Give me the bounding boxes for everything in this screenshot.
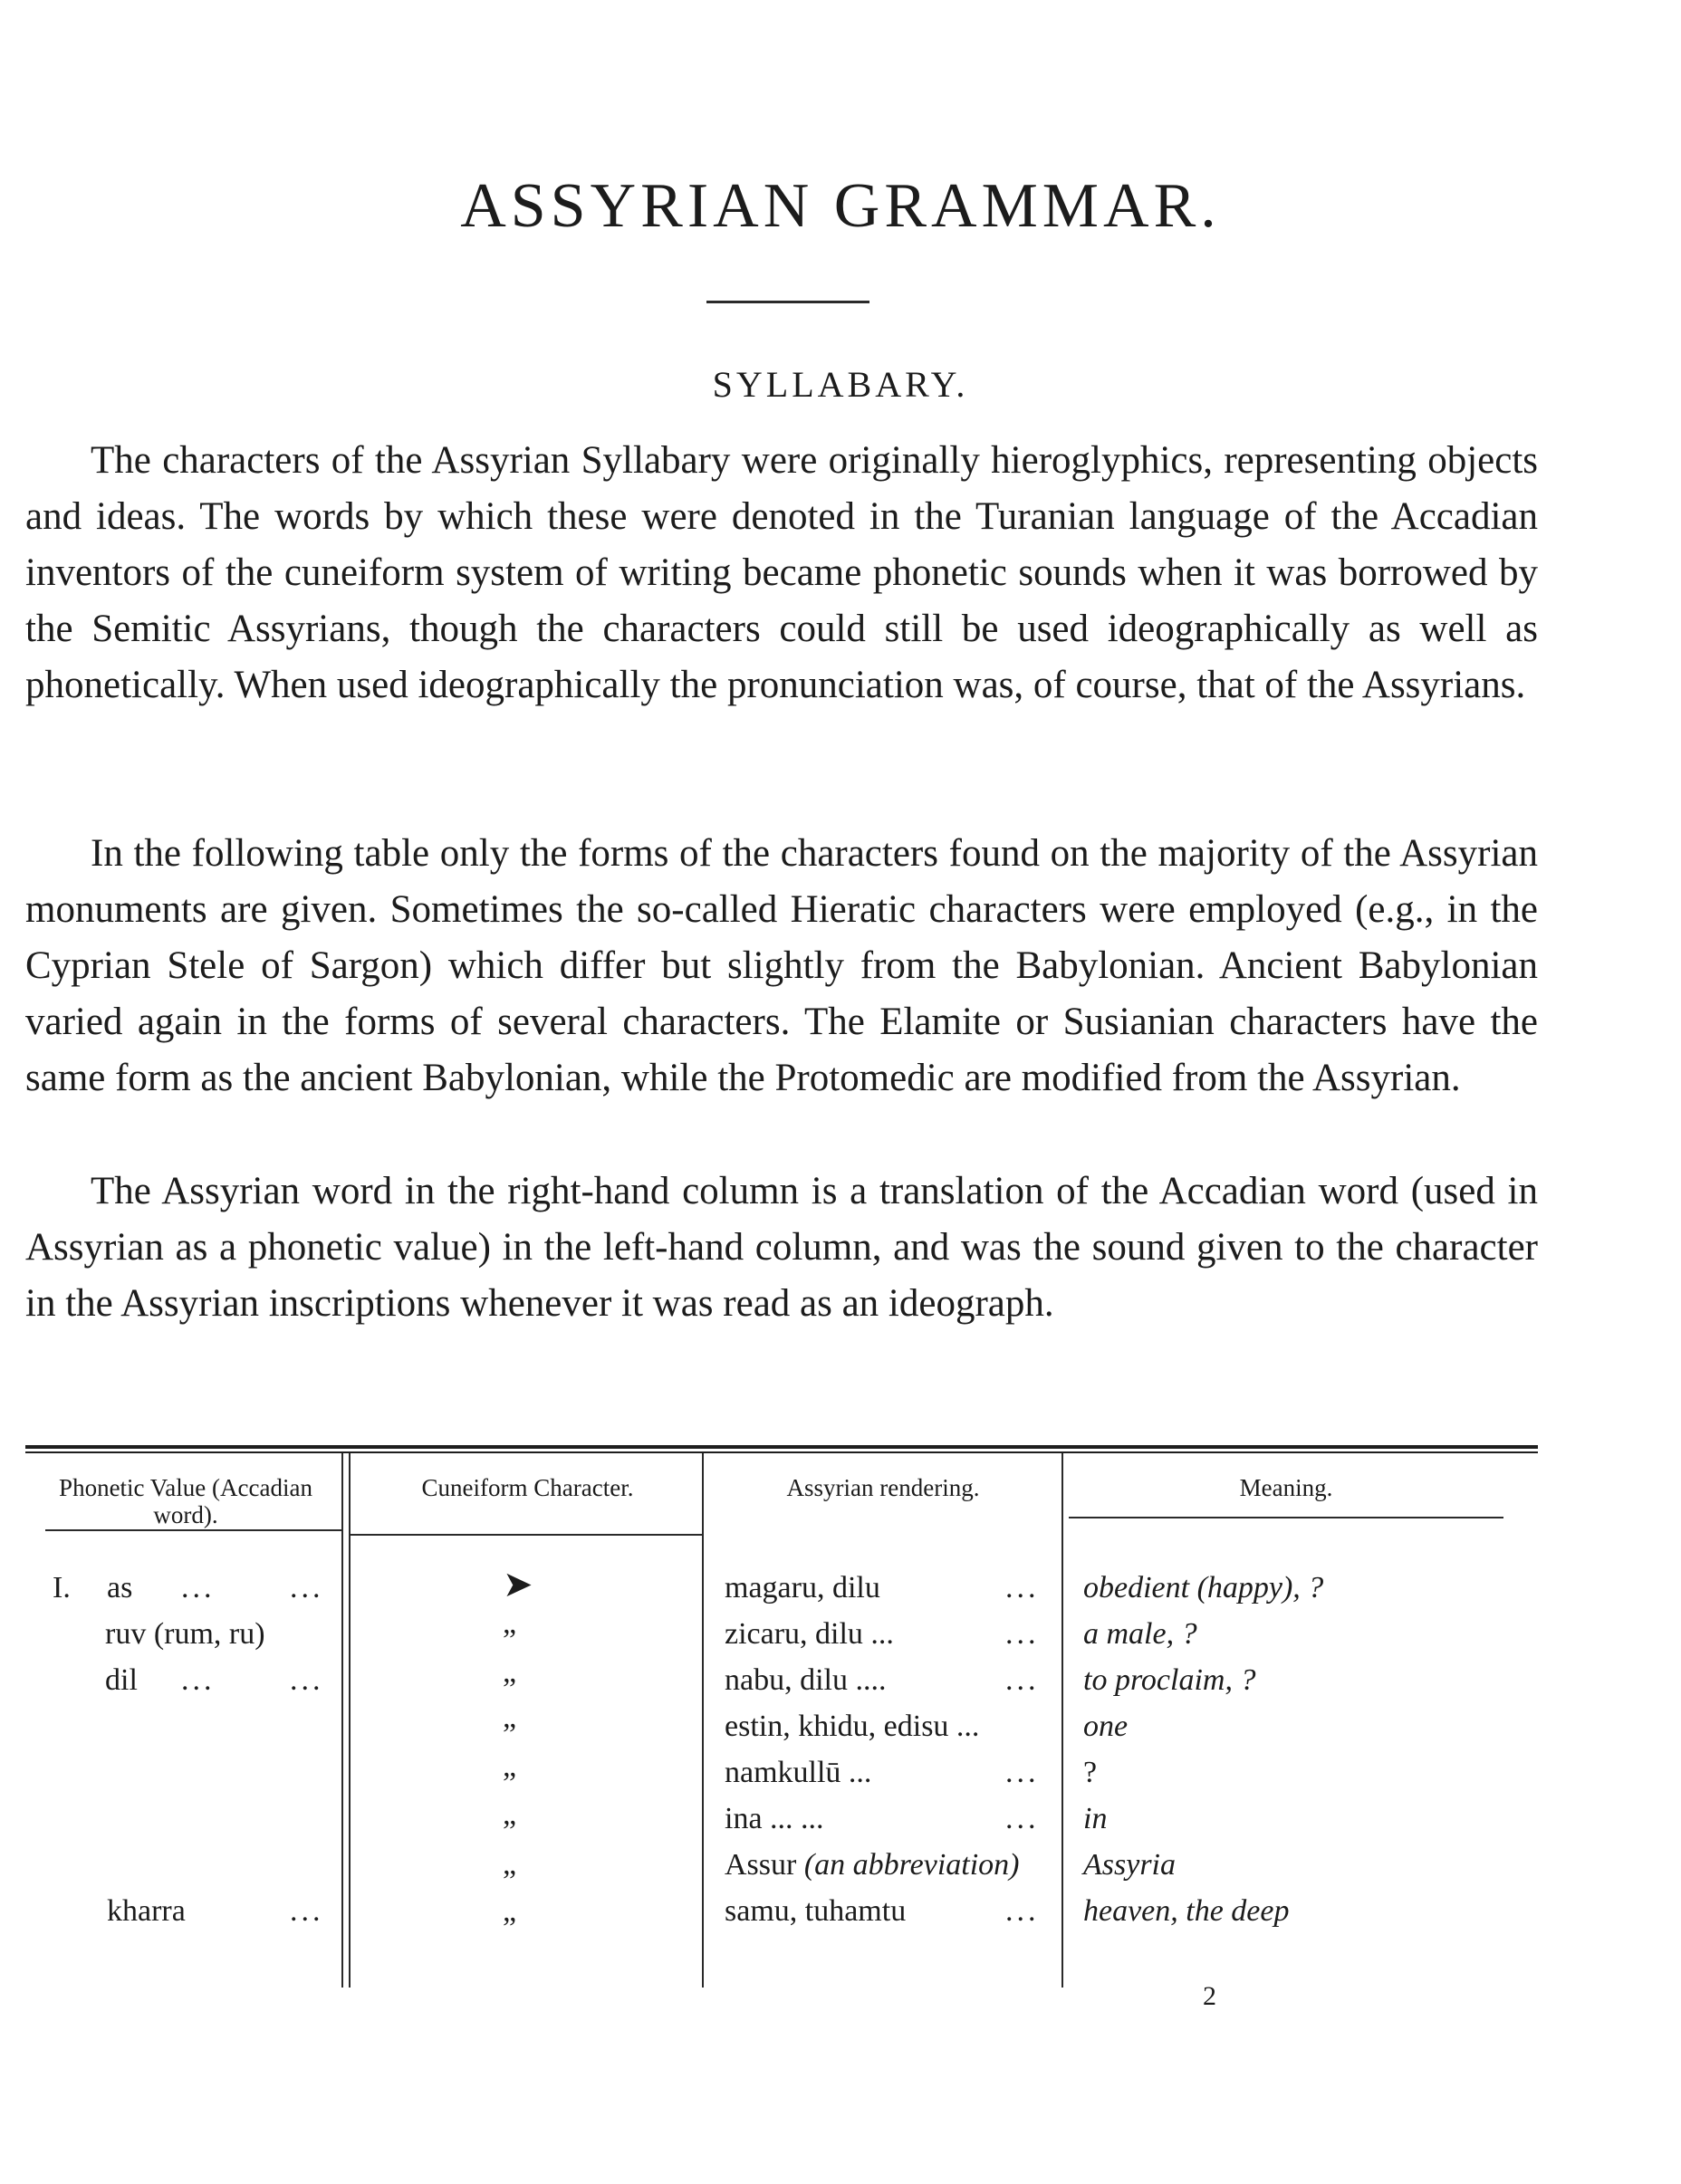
table-top-rule-thin [25,1451,1538,1453]
header-meaning: Meaning. [1239,1474,1333,1501]
header-cuneiform-character: Cuneiform Character. [421,1474,634,1501]
meaning: ? [1083,1756,1098,1789]
assyrian-rendering: magaru, dilu [725,1571,880,1604]
assyrian-rendering: estin, khidu, edisu ... [725,1710,980,1743]
table-top-rule [25,1445,1538,1449]
assyrian-rendering: samu, tuhamtu [725,1894,907,1928]
header-underline [349,1534,702,1536]
ditto-mark: ” [503,1718,517,1751]
dot-leader: ... [290,1571,324,1604]
entry-number: I. [53,1571,71,1604]
column-divider [702,1453,704,1988]
section-title: SYLLABARY. [712,364,969,405]
assyrian-word: Assur [725,1848,797,1882]
assyrian-rendering: namkullū ... [725,1756,872,1789]
phonetic-value: kharra [107,1894,186,1928]
header-phonetic-value: Phonetic Value (Accadian word). [59,1474,312,1528]
assyrian-rendering: nabu, dilu .... [725,1663,887,1697]
phonetic-value: ruv (rum, ru) [105,1617,265,1651]
ditto-mark: ” [503,1624,517,1657]
meaning: Assyria [1083,1848,1176,1882]
header-assyrian-rendering: Assyrian rendering. [786,1474,980,1501]
header-underline [45,1529,341,1531]
dot-leader: ... [1005,1617,1040,1651]
dot-leader: ... [1005,1802,1040,1835]
cuneiform-character: ➤ [503,1564,533,1604]
dot-leader: ... [290,1894,324,1928]
page-number: 2 [1203,1981,1216,2011]
meaning: a male, ? [1083,1617,1197,1651]
meaning: in [1083,1802,1108,1835]
column-divider [341,1453,343,1988]
dot-leader: ... [1005,1571,1040,1604]
ditto-mark: ” [503,1815,517,1848]
meaning: one [1083,1710,1129,1743]
assyrian-rendering: ina ... ... [725,1802,824,1835]
meaning: heaven, the deep [1083,1894,1290,1928]
paragraph-1: The characters of the Assyrian Syllabary were originally hieroglyphics, representing objects and ideas. The words by which these were denoted in the Turanian language of the Accadian inventors of the cuneiform system of writing became phonetic sounds when it was borrowed by the Semitic Assyrians, though the characters could still be used ideographically as well as phonetically. When used ideographically the pronunciation was, of course, that of the Assyrians. [25,439,1538,706]
header-underline [1069,1517,1503,1518]
phonetic-value: dil [105,1663,138,1697]
ditto-mark: ” [503,1767,517,1800]
title-divider [706,301,869,303]
assyrian-rendering [725,1847,1019,1883]
dot-leader: ... [181,1571,216,1604]
dot-leader: ... [1005,1756,1040,1789]
dot-leader: ... [1005,1894,1040,1928]
meaning: to proclaim, ? [1083,1663,1256,1697]
column-divider [1061,1453,1063,1988]
abbreviation-note: (an abbreviation) [803,1848,1020,1882]
ditto-mark: ” [503,1864,517,1898]
assyrian-rendering: zicaru, dilu ... [725,1617,894,1651]
dot-leader: ... [290,1663,324,1697]
ditto-mark: ” [503,1672,517,1706]
dot-leader: ... [1005,1663,1040,1697]
phonetic-value: as [107,1571,133,1604]
meaning: obedient (happy), ? [1083,1571,1324,1604]
paragraph-3: The Assyrian word in the right-hand column is a translation of the Accadian word (used in Assyrian as a phonetic value) in the left-hand column, and was the sound given to the character in the Assyrian inscriptions whenever it was read as an ideograph. [25,1170,1538,1325]
ditto-mark: ” [503,1911,517,1945]
page-title: ASSYRIAN GRAMMAR. [460,171,1221,241]
dot-leader: ... [181,1663,216,1697]
paragraph-2: In the following table only the forms of the characters found on the majority of the Assyrian monuments are given. Sometimes the so-called Hieratic characters were employed (e.g., in the Cyprian Stele of Sargon) which differ but slightly from the Babylonian. Ancient Babylonian varied again in the forms of several characters. The Elamite or Susianian characters have the same form as the ancient Babylonian, while the Protomedic are modified from the Assyrian. [25,832,1538,1099]
